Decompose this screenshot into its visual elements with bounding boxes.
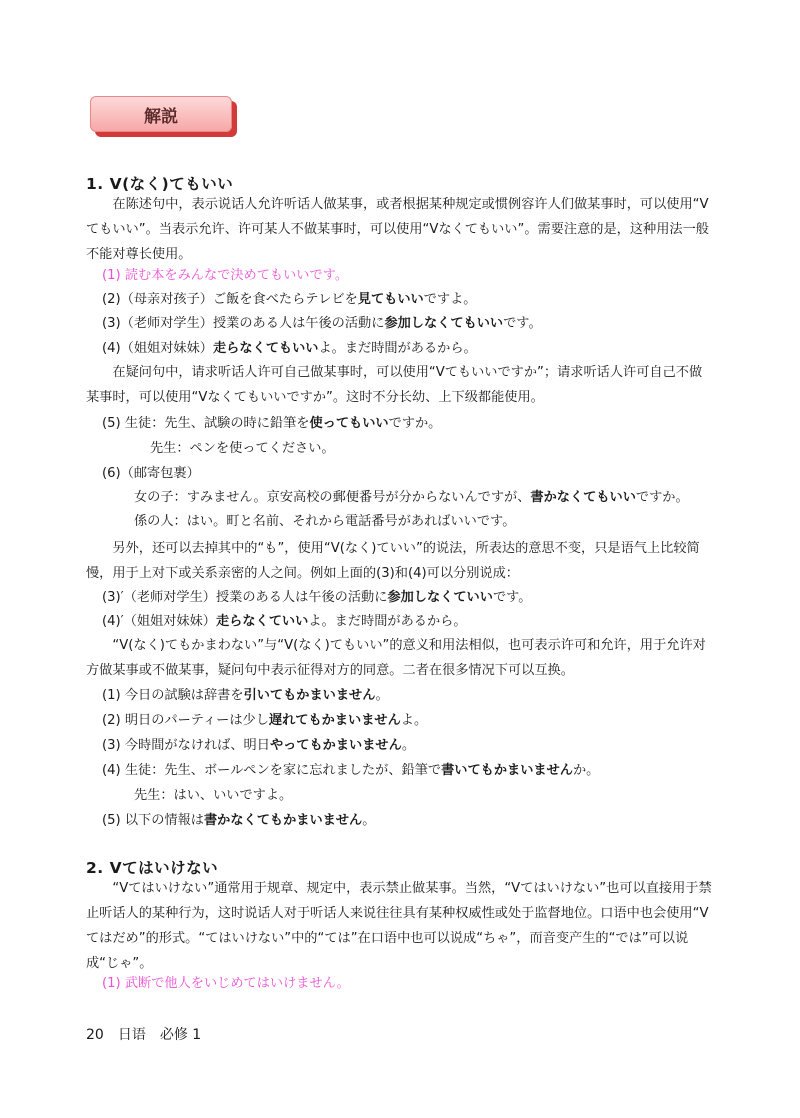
- example-highlight: 参加しなくていい: [387, 590, 493, 605]
- paragraph: 在疑问句中，请求听话人许可自己做某事时，可以使用“Vてもいいですか”；请求听话人许可自己不做某事时，可以使用“Vなくてもいいですか”。这时不分长幼、上下级都能使用。: [86, 365, 703, 405]
- example-sentence: [102, 736, 415, 756]
- example-text: (2) 明日のパーティーは少し: [102, 713, 269, 728]
- example-highlight: 見てもいい: [357, 292, 424, 307]
- example-text: (4) 生徒：先生、ボールペンを家に忘れましたが、鉛筆で: [102, 763, 442, 778]
- example-sentence: [102, 314, 542, 334]
- paragraph: 在陈述句中，表示说话人允许听话人做某事，或者根据某种规定或惯例容许人们做某事时，可以使用“Vてもいい”。当表示允许、许可某人不做某事时，可以使用“Vなくてもいい”。需要注意的是，这种用法一般不能对尊长使用。: [86, 197, 709, 262]
- section-heading: 1. V(なく)てもいい: [86, 175, 234, 193]
- example-text: 。: [401, 738, 415, 753]
- example-sentence: [134, 488, 689, 508]
- example-highlight: やってもかまいません: [269, 738, 402, 753]
- example-sentence: 先生：はい、いいですよ。: [134, 788, 293, 803]
- example-text: (2)（母亲对孩子）ご飯を食べたらテレビを: [102, 292, 358, 307]
- example-sentence: [102, 686, 389, 706]
- paragraph: 另外，还可以去掉其中的“も”，使用“V(なく)ていい”的说法，所表达的意思不变，只是语气上比较简慢，用于上对下或关系亲密的人之间。例如上面的(3)和(4)可以分别说成：: [86, 541, 700, 581]
- example-sentence: 係の人：はい。町と名前、それから電話番号があればいいです。: [134, 514, 516, 529]
- example-sentence: 先生：ペンを使ってください。: [150, 441, 335, 456]
- section-badge: 解説: [90, 96, 232, 132]
- example-highlight: 引いてもかまいません: [243, 688, 376, 703]
- section-heading: 2. Vてはいけない: [86, 859, 219, 877]
- example-highlight: 走らなくてもいい: [213, 341, 319, 356]
- example-sentence: [102, 290, 476, 310]
- example-text: です。: [503, 316, 542, 331]
- example-highlight: 書かなくてもいい: [530, 490, 636, 505]
- example-text: (4)（姐姐对妹妹）: [102, 341, 213, 356]
- paragraph: “V(なく)てもかまわない”与“V(なく)てもいい”的意义和用法相似，也可表示许可和允许，用于允许对方做某事或不做某事，疑问句中表示征得对方的同意。二者在很多情况下可以互换。: [86, 638, 706, 678]
- book-title: 日语: [117, 1027, 146, 1043]
- example-sentence: (6)（邮寄包裹）: [102, 466, 200, 481]
- example-sentence: (1) 武断で他人をいじめてはいけません。: [102, 976, 350, 991]
- page-footer: [86, 1024, 215, 1044]
- example-sentence: (1) 読む本をみんなで決めてもいいです。: [102, 268, 349, 283]
- example-text: (5) 以下の情報は: [102, 813, 204, 828]
- example-text: (4)′（姐姐对妹妹）: [102, 614, 216, 629]
- page-number: 20: [86, 1027, 104, 1043]
- example-text: よ。まだ時間があるから。: [308, 614, 467, 629]
- paragraph: “Vてはいけない”通常用于规章、规定中，表示禁止做某事。当然，“Vてはいけない”也可以直接用于禁止听话人的某种行为，这时说话人对于听话人来说往往具有某种权威性或处于监督地位。口语中也会使用“Vてはだめ”的形式。“てはいけない”中的“ては”在口语中也可以说成“ちゃ”，而音变产生的“では”可以说成“じゃ”。: [86, 881, 712, 971]
- example-sentence: [102, 588, 531, 608]
- example-sentence: [102, 612, 467, 632]
- example-highlight: 走らなくていい: [216, 614, 309, 629]
- example-text: 。: [362, 813, 376, 828]
- example-text: (3)（老师对学生）授業のある人は午後の活動に: [102, 316, 385, 331]
- example-highlight: 書いてもかまいません: [441, 763, 573, 778]
- example-highlight: 書かなくてもかまいません: [204, 813, 363, 828]
- example-sentence: [102, 811, 375, 831]
- example-text: 。: [375, 688, 389, 703]
- example-highlight: 遅れてもかまいません: [268, 713, 401, 728]
- example-sentence: [102, 761, 599, 781]
- example-text: ですよ。: [423, 292, 477, 307]
- example-text: か。: [572, 763, 600, 778]
- example-text: (3)′（老师对学生）授業のある人は午後の活動に: [102, 590, 388, 605]
- example-highlight: 使ってもいい: [309, 416, 389, 431]
- example-sentence: [102, 414, 441, 434]
- example-text: よ。: [400, 713, 428, 728]
- example-text: ですか。: [635, 490, 689, 505]
- example-text: よ。まだ時間があるから。: [318, 341, 477, 356]
- example-text: ですか。: [388, 416, 442, 431]
- example-highlight: 参加しなくてもいい: [384, 316, 504, 331]
- example-text: (1) 今日の試験は辞書を: [102, 688, 244, 703]
- example-text: 女の子：すみません。京安高校の郵便番号が分からないんですが、: [134, 490, 531, 505]
- example-text: (3) 今時間がなければ、明日: [102, 738, 270, 753]
- volume-label: 必修 1: [159, 1027, 202, 1043]
- example-sentence: [102, 711, 427, 731]
- example-text: です。: [492, 590, 532, 605]
- example-text: (5) 生徒：先生、試験の時に鉛筆を: [102, 416, 310, 431]
- example-sentence: [102, 339, 477, 359]
